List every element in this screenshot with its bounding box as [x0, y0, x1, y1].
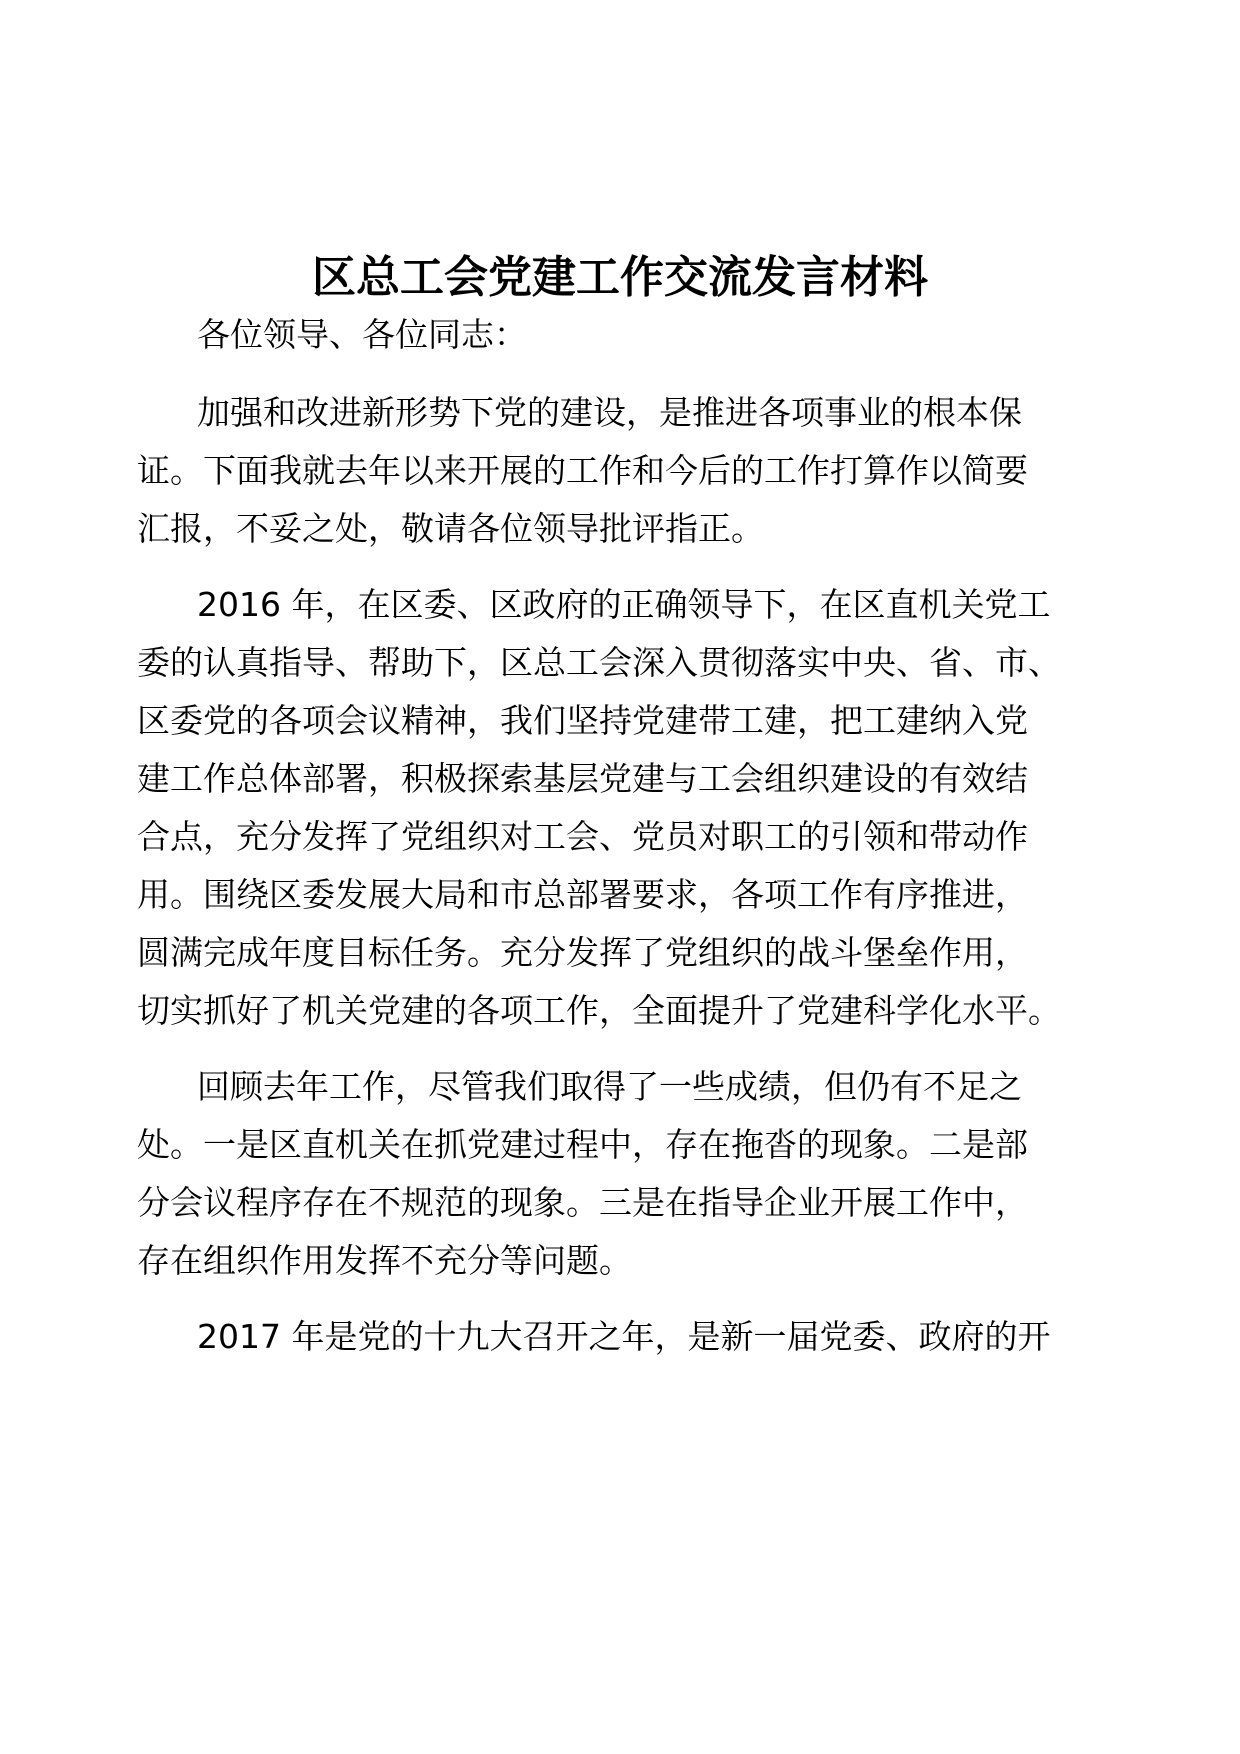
- paragraph-line: 证。下面我就去年以来开展的工作和今后的工作打算作以简要: [137, 451, 1028, 490]
- paragraph-line: 2016 年，在区委、区政府的正确领导下，在区直机关党工: [197, 585, 1051, 624]
- salutation-line: 各位领导、各位同志：: [197, 315, 527, 354]
- paragraph-line: 建工作总体部署，积极探索基层党建与工会组织建设的有效结: [137, 759, 1028, 798]
- paragraph-line: 回顾去年工作，尽管我们取得了一些成绩，但仍有不足之: [197, 1067, 1022, 1106]
- paragraph-line: 用。围绕区委发展大局和市总部署要求，各项工作有序推进，: [137, 875, 1028, 914]
- paragraph-line: 区委党的各项会议精神，我们坚持党建带工建，把工建纳入党: [137, 701, 1028, 740]
- paragraph-line: 圆满完成年度目标任务。充分发挥了党组织的战斗堡垒作用，: [137, 933, 1028, 972]
- paragraph-line: 分会议程序存在不规范的现象。三是在指导企业开展工作中，: [137, 1183, 1028, 1222]
- paragraph-line: 2017 年是党的十九大召开之年，是新一届党委、政府的开: [197, 1317, 1051, 1356]
- paragraph-line: 加强和改进新形势下党的建设，是推进各项事业的根本保: [197, 393, 1022, 432]
- document-title: 区总工会党建工作交流发言材料: [312, 252, 928, 303]
- paragraph-line: 汇报，不妥之处，敬请各位领导批评指正。: [137, 509, 764, 548]
- paragraph-line: 存在组织作用发挥不充分等问题。: [137, 1241, 632, 1280]
- paragraph-line: 处。一是区直机关在抓党建过程中，存在拖沓的现象。二是部: [137, 1125, 1028, 1164]
- paragraph-line: 委的认真指导、帮助下，区总工会深入贯彻落实中央、省、市、: [137, 643, 1061, 682]
- paragraph-line: 切实抓好了机关党建的各项工作，全面提升了党建科学化水平。: [137, 991, 1061, 1030]
- paragraph-line: 合点，充分发挥了党组织对工会、党员对职工的引领和带动作: [137, 817, 1028, 856]
